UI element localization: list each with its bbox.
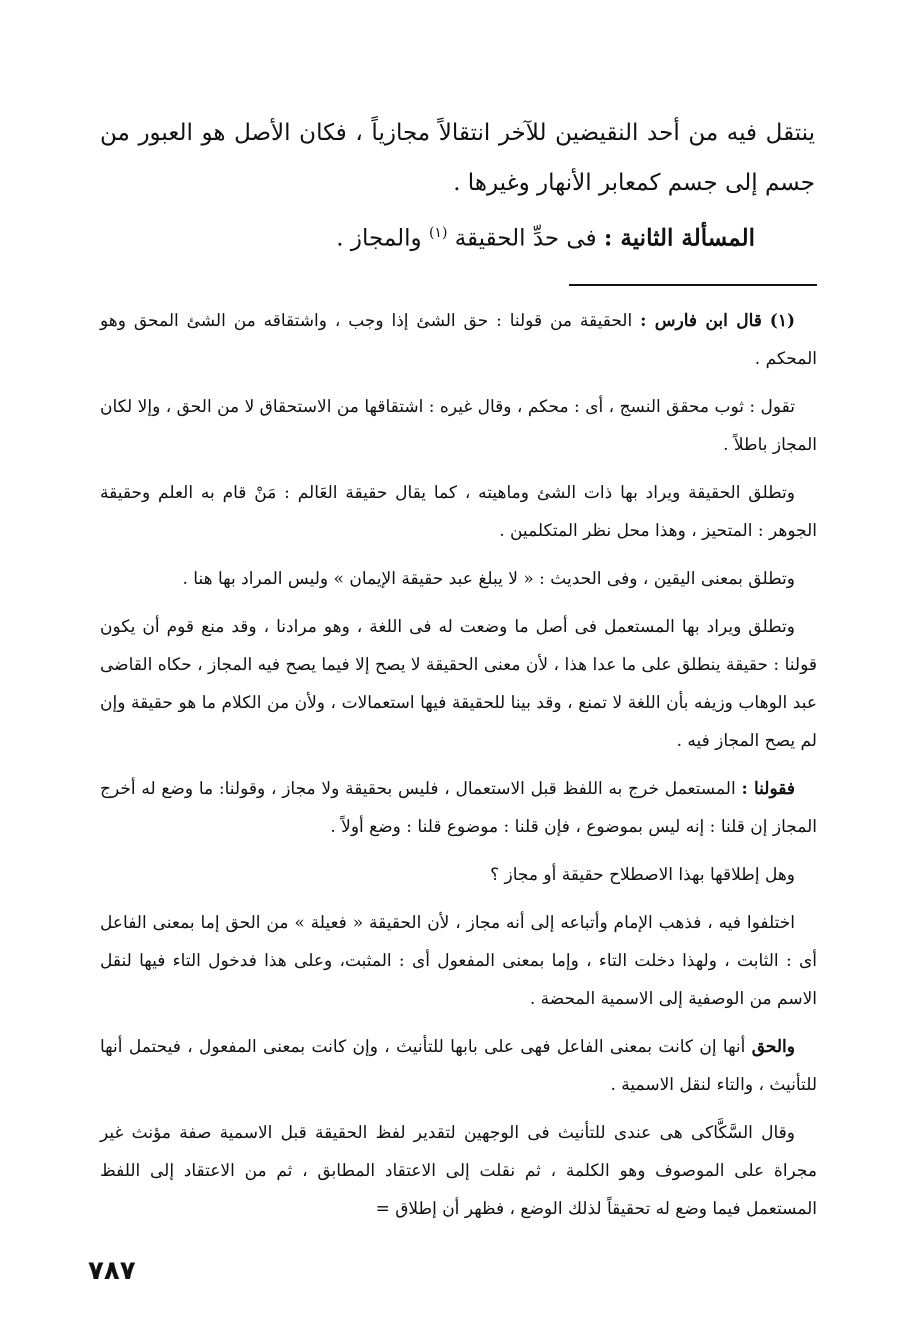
section-heading-label: المسألة الثانية : <box>603 224 755 252</box>
section-heading-text-b: والمجاز . <box>336 225 422 252</box>
footnote-paragraph-6 <box>100 770 817 846</box>
footnote-paragraph-10: وقال السَّكَّاكى هى عندى للتأنيث فى الوجهين لتقدير لفظ الحقيقة قبل الاسمية صفة مؤنث غير مجراة على الموصوف وهو الكلمة ، ثم نقلت إلى الاعتقاد المطابق ، ثم من الاعتقاد إلى اللفظ المستعمل فيما وضع له تحقيقاً لذلك الوضع ، فظهر أن إطلاق = <box>100 1123 817 1219</box>
main-text <box>100 108 815 264</box>
section-heading-text-a: فى حدِّ الحقيقة <box>454 225 597 252</box>
footnote-paragraph-3: وتطلق الحقيقة ويراد بها ذات الشئ وماهيته ، كما يقال حقيقة العَالم : مَنْ قام به العلم وحقيقة الجوهر : المتحيز ، وهذا محل نظر المتكلمين . <box>100 483 817 541</box>
footnote-paragraph-7: وهل إطلاقها بهذا الاصطلاح حقيقة أو مجاز ؟ <box>490 865 795 885</box>
footnote-marker: (١) <box>769 311 796 331</box>
footnote-author: قال ابن فارس : <box>640 311 762 331</box>
footnote-paragraph-9 <box>100 1028 817 1104</box>
footnote-9-text: أنها إن كانت بمعنى الفاعل فهى على بابها للتأنيث ، وإن كانت بمعنى المفعول ، فيحتمل أنها للتأنيث ، والتاء لنقل الاسمية . <box>100 1037 817 1095</box>
section-heading <box>100 208 815 264</box>
footnote-1 <box>100 302 817 378</box>
footnote-9-label: والحق <box>751 1037 795 1057</box>
footnote-paragraph-8: اختلفوا فيه ، فذهب الإمام وأتباعه إلى أنه مجاز ، لأن الحقيقة « فعيلة » من الحق إما بمعنى الفاعل أى : الثابت ، ولهذا دخلت التاء ، وإما بمعنى المفعول أى : المثبت، وعلى هذا فدخول التاء فيها لنقل الاسم من الوصفية إلى الاسمية المحضة . <box>100 913 817 1009</box>
footnote-paragraph-4: وتطلق بمعنى اليقين ، وفى الحديث : « لا يبلغ عبد حقيقة الإيمان » وليس المراد بها هنا . <box>182 569 795 589</box>
footnote-1-text: الحقيقة من قولنا : حق الشئ إذا وجب ، واشتقاقه من الشئ المحق وهو المحكم . <box>100 311 817 369</box>
footnote-6-label: فقولنا : <box>741 779 795 799</box>
footnote-separator <box>569 284 817 286</box>
main-paragraph: ينتقل فيه من أحد النقيضين للآخر انتقالاً مجازياً ، فكان الأصل هو العبور من جسم إلى جسم كمعابر الأنهار وغيرها . <box>100 120 815 196</box>
footnote-paragraph-2: تقول : ثوب محقق النسج ، أى : محكم ، وقال غيره : اشتقاقها من الاستحقاق لا من الحق ، وإلا لكان المجاز باطلاً . <box>100 397 817 455</box>
footnotes <box>100 302 817 1238</box>
footnote-6-text: المستعمل خرج به اللفظ قبل الاستعمال ، فليس بحقيقة ولا مجاز ، وقولنا: ما وضع له أخرج المجاز إن قلنا : إنه ليس بموضوع ، فإن قلنا : موضوع قلنا : وضع أولاً . <box>100 779 817 837</box>
footnote-reference: (١) <box>428 225 448 241</box>
page-number: ٧٨٧ <box>88 1256 136 1286</box>
footnote-paragraph-5: وتطلق ويراد بها المستعمل فى أصل ما وضعت له فى اللغة ، وهو مرادنا ، وقد منع قوم أن يكون قولنا : حقيقة ينطلق على ما عدا هذا ، لأن معنى الحقيقة لا يصح إلا فيما يصح فيه المجاز ، حكاه القاضى عبد الوهاب وزيفه بأن اللغة لا تمنع ، وقد بينا للحقيقة فيها استعمالات ، ولأن من الكلام ما هو حقيقة وإن لم يصح المجاز فيه . <box>100 617 817 751</box>
